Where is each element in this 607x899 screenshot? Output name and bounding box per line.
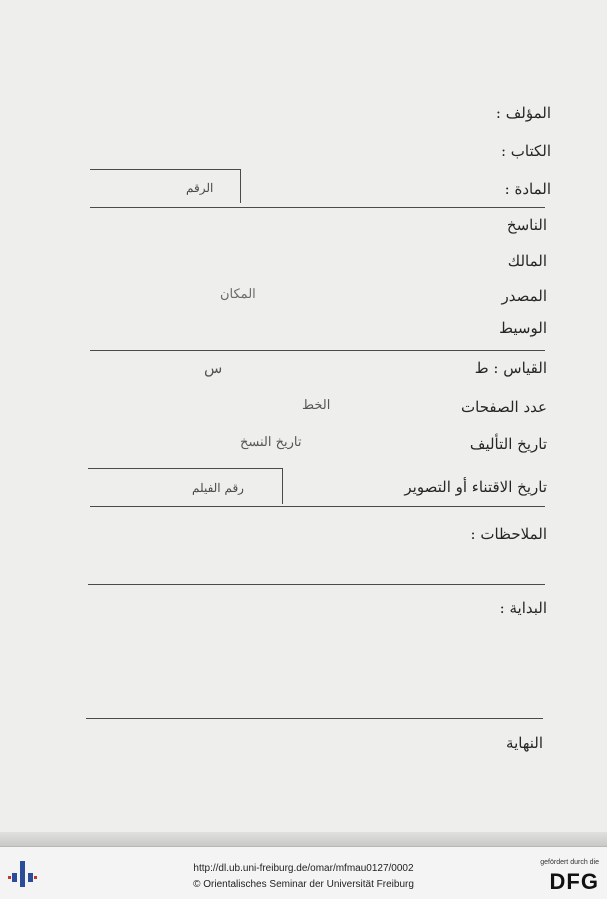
film-box-top-line [88, 468, 282, 469]
film-box-divider [282, 468, 283, 504]
measure-label: القياس : ط [474, 359, 547, 377]
place-label: المكان [220, 287, 256, 302]
footer-bar [0, 846, 607, 899]
dfg-logo: DFG [549, 869, 599, 894]
beginning-line [86, 718, 543, 719]
number-box-divider [240, 169, 241, 203]
footer-url[interactable]: http://dl.ub.uni-freiburg.de/omar/mfmau0127/0002 [193, 863, 414, 874]
footer-copyright: © Orientalisches Seminar der Universität Freiburg [193, 879, 414, 890]
acquisition-label: تاريخ الاقتناء أو التصوير [404, 478, 547, 496]
section-divider-3 [90, 506, 545, 507]
author-label: المؤلف : [495, 104, 551, 122]
book-label: الكتاب : [500, 142, 551, 160]
notes-line [88, 584, 545, 585]
measure-value: س [204, 359, 223, 377]
notes-label: الملاحظات : [470, 525, 547, 543]
number-box-top-line [90, 169, 240, 170]
source-label: المصدر [501, 287, 547, 305]
owner-label: المالك [507, 252, 547, 270]
copy-date-label: تاريخ النسخ [240, 435, 302, 450]
medium-label: الوسيط [499, 319, 547, 337]
dfg-funding-note: gefördert durch die [540, 859, 599, 866]
copyist-label: الناسخ [506, 216, 547, 234]
subject-label: المادة : [504, 180, 551, 198]
composition-date-label: تاريخ التأليف [469, 435, 547, 453]
number-label: الرقم [186, 181, 214, 195]
beginning-label: البداية : [499, 599, 547, 617]
script-label: الخط [302, 398, 331, 413]
section-divider-2 [90, 350, 545, 351]
film-number-label: رقم الفيلم [192, 481, 244, 495]
ending-label: النهاية [506, 734, 543, 752]
pages-label: عدد الصفحات [461, 398, 547, 416]
section-divider-1 [90, 207, 545, 208]
